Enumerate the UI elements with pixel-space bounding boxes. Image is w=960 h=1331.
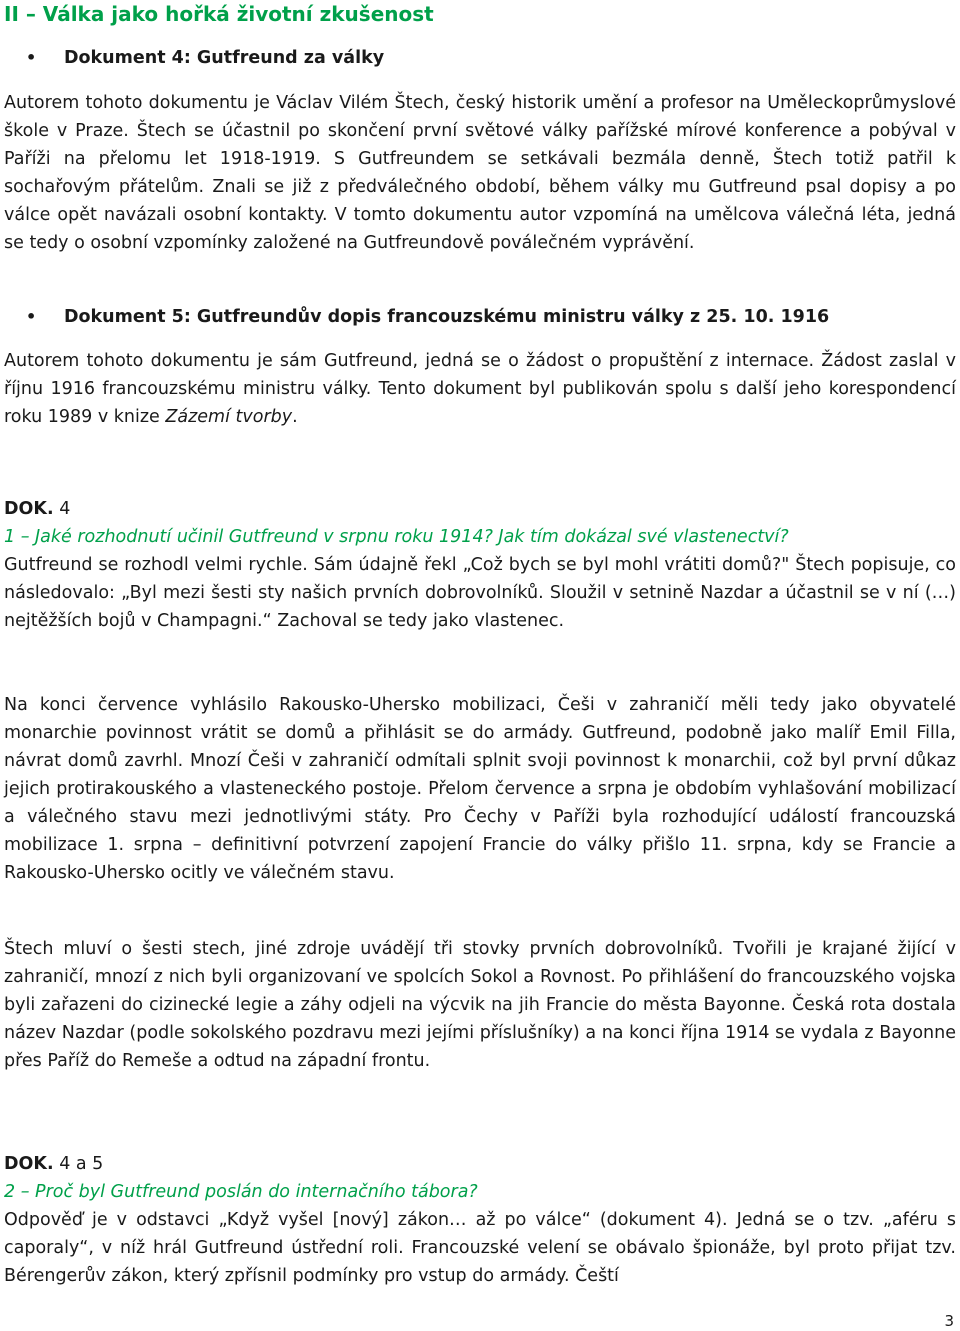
- dok-label: DOK.: [4, 1154, 54, 1174]
- answer1-paragraph-2: Na konci července vyhlásilo Rakousko-Uhersko mobilizaci, Češi v zahraničí měli tedy jako obyvatelé monarchie povinnost vrátit se domů a přihlásit se do armády. Gutfreund, podobně jako malíř Emil Filla, návrat domů zavrhl. Mnozí Češi v zahraničí odmítali splnit svoji povinnost k monarchii, což byl první důkaz jejich protirakouského a vlasteneckého postoje. Přelom července a srpna je obdobím vyhlašování mobilizací a válečného stavu mezi jednotlivými státy. Pro Čechy v Paříži byla rozhodující událostí francouzská mobilizace 1. srpna – definitivní potvrzení zapojení Francie do války přišlo 11. srpna, kdy se Francie a Rakousko-Uhersko ocitly ve válečném stavu.: [4, 695, 956, 883]
- doc5-text-start: Autorem tohoto dokumentu je sám Gutfreund, jedná se o žádost o propuštění z internace. Žádost zaslal v říjnu 1916 francouzskému ministru války. Tento dokument byl publikován spolu s další jeho korespondencí roku 1989 v knize: [4, 351, 956, 427]
- question-2: 2 – Proč byl Gutfreund poslán do internačního tábora?: [4, 1182, 478, 1202]
- dok-reference-1: [4, 497, 70, 521]
- book-title: Zázemí tvorby: [165, 407, 293, 427]
- doc5-text-end: .: [292, 407, 298, 427]
- answer1-paragraph-1: Gutfreund se rozhodl velmi rychle. Sám údajně řekl „Což bych se byl mohl vrátiti domů?" Štech popisuje, co následovalo: „Byl mezi šesti sty našich prvních dobrovolníků. Sloužil v setnině Nazdar a účastnil se v ní (…) nejtěžších bojů v Champagni.“ Zachoval se tedy jako vlastenec.: [4, 555, 956, 631]
- answer2-paragraph: Odpověď je v odstavci „Když vyšel [nový] zákon… až po válce“ (dokument 4). Jedná se o tzv. „aféru s caporaly“, v níž hrál Gutfreund ústřední roli. Francouzské velení se obávalo špionáže, byl proto přijat tzv. Bérengerův zákon, který zpřísnil podmínky pro vstup do armády. Čeští: [4, 1210, 956, 1286]
- dok-reference-2: [4, 1152, 103, 1176]
- bullet-icon: •: [26, 307, 37, 326]
- section-title: II – Válka jako hořká životní zkušenost: [4, 2, 434, 26]
- doc5-description: [4, 347, 956, 431]
- dok-number: 4: [53, 499, 71, 519]
- bullet-label: Dokument 5: Gutfreundův dopis francouzskému ministru války z 25. 10. 1916: [64, 307, 830, 327]
- page-number: 3: [944, 1312, 954, 1330]
- dok-number: 4 a 5: [53, 1154, 104, 1174]
- doc4-description: Autorem tohoto dokumentu je Václav Vilém Štech, český historik umění a profesor na Uměleckoprůmyslové škole v Praze. Štech se účastnil po skončení první světové války pařížské mírové konference a pobýval v Paříži na přelomu let 1918-1919. S Gutfreundem se setkávali bezmála denně, Štech totiž patřil k sochařovým přátelům. Znali se již z předválečného období, během války mu Gutfreund psal dopisy a po válce opět navázali osobní kontakty. V tomto dokumentu autor vzpomíná na umělcova válečná léta, jedná se tedy o osobní vzpomínky založené na Gutfreundově poválečném vyprávění.: [4, 93, 956, 253]
- answer1-paragraph-3: Štech mluví o šesti stech, jiné zdroje uvádějí tři stovky prvních dobrovolníků. Tvořili je krajané žijící v zahraničí, mnozí z nich byli organizovaní ve spolcích Sokol a Rovnost. Po přihlášení do francouzského vojska byli zařazeni do cizinecké legie a záhy odjeli na výcvik na jih Francie do města Bayonne. Česká rota dostala název Nazdar (podle sokolského pozdravu mezi jejími příslušníky) a na konci října 1914 se vydala z Bayonne přes Paříž do Remeše a odtud na západní frontu.: [4, 939, 956, 1071]
- question-1: 1 – Jaké rozhodnutí učinil Gutfreund v srpnu roku 1914? Jak tím dokázal své vlastenectví?: [4, 527, 789, 547]
- bullet-label: Dokument 4: Gutfreund za války: [64, 48, 385, 68]
- dok-label: DOK.: [4, 499, 54, 519]
- bullet-icon: •: [26, 48, 37, 67]
